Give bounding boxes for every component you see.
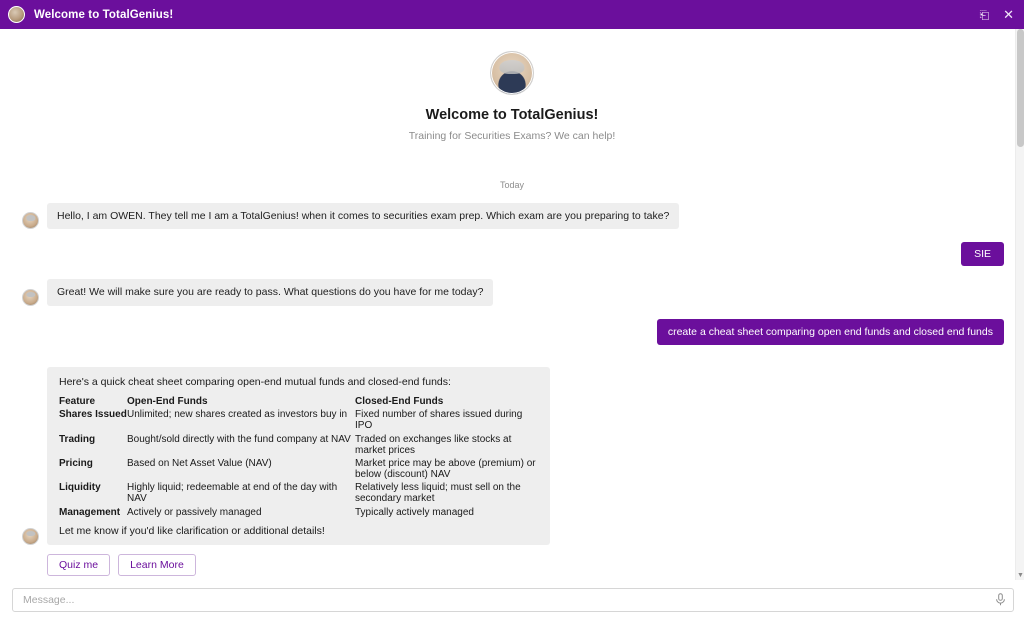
table-row (59, 457, 538, 481)
table-row (59, 506, 538, 519)
quiz-me-button[interactable]: Quiz me (47, 554, 110, 576)
cell-closed-end: Traded on exchanges like stocks at market prices (355, 433, 512, 456)
message-row-bot-1 (0, 203, 1024, 229)
bot-message-text: Great! We will make sure you are ready to pass. What questions do you have for me today? (47, 279, 493, 305)
cheat-sheet-bubble (47, 367, 550, 545)
table-row (59, 432, 538, 456)
chat-scroll-area (0, 29, 1024, 580)
cell-closed-end: Fixed number of shares issued during IPO (355, 409, 523, 432)
cell-open-end: Actively or passively managed (127, 506, 262, 518)
day-divider: Today (499, 180, 525, 190)
cheat-sheet-outro: Let me know if you'd like clarification or additional details! (59, 524, 325, 537)
column-header-closed-end: Closed-End Funds (355, 395, 444, 407)
avatar (22, 528, 39, 545)
cell-feature: Shares Issued (59, 409, 127, 421)
message-row-bot-3 (0, 367, 1024, 545)
cell-feature: Liquidity (59, 482, 101, 494)
cell-feature: Management (59, 506, 121, 518)
cell-feature: Trading (59, 433, 96, 445)
user-message-text: create a cheat sheet comparing open end funds and closed end funds (657, 319, 1004, 345)
chat-window (0, 29, 1024, 579)
cell-open-end: Highly liquid; redeemable at end of the day with NAV (127, 482, 338, 505)
scrollbar-thumb[interactable] (1017, 29, 1024, 147)
message-row-user-1 (0, 242, 1024, 266)
message-composer (0, 580, 1024, 622)
message-input[interactable] (21, 593, 993, 607)
learn-more-button[interactable]: Learn More (118, 554, 196, 576)
cell-open-end: Unlimited; new shares created as investors buy in (127, 409, 348, 421)
app-avatar-icon (8, 6, 25, 23)
bot-message-text: Hello, I am OWEN. They tell me I am a TotalGenius! when it comes to securities exam prep. Which exam are you preparing to take? (47, 203, 679, 229)
table-row (59, 481, 538, 505)
window-title-bar (0, 0, 1024, 29)
column-header-feature: Feature (59, 395, 96, 407)
chat-intro-header (0, 29, 1024, 142)
assistant-avatar-large (490, 51, 534, 95)
window-controls (979, 8, 1018, 21)
cell-closed-end: Market price may be above (premium) or below (discount) NAV (355, 458, 536, 480)
cell-open-end: Based on Net Asset Value (NAV) (127, 458, 272, 469)
table-row (59, 408, 538, 432)
avatar (22, 289, 39, 306)
message-input-wrapper[interactable] (12, 588, 1014, 612)
cell-closed-end: Typically actively managed (355, 506, 474, 518)
message-row-bot-2 (0, 279, 1024, 305)
scroll-down-icon[interactable]: ▼ (1017, 571, 1024, 579)
column-header-open-end: Open-End Funds (127, 395, 208, 407)
message-row-user-2 (0, 319, 1024, 345)
cheat-sheet-table (59, 395, 538, 519)
vertical-scrollbar[interactable] (1015, 29, 1024, 580)
cheat-sheet-lead: Here's a quick cheat sheet comparing open-end mutual funds and closed-end funds: (59, 375, 451, 388)
cell-feature: Pricing (59, 458, 93, 469)
mic-icon[interactable] (993, 593, 1007, 607)
page-title: Welcome to TotalGenius! (425, 107, 599, 123)
close-icon[interactable]: ✕ (1003, 7, 1014, 22)
page-subtitle: Training for Securities Exams? We can help! (408, 130, 616, 142)
cell-open-end: Bought/sold directly with the fund company at NAV (127, 433, 351, 445)
user-message-text: SIE (961, 242, 1004, 266)
window-title: Welcome to TotalGenius! (34, 8, 174, 21)
volume-icon[interactable]: ⎗ (979, 7, 990, 22)
table-header-row (59, 395, 538, 408)
quick-reply-group (25, 554, 1024, 576)
avatar (22, 212, 39, 229)
cell-closed-end: Relatively less liquid; must sell on the secondary market (355, 482, 521, 505)
